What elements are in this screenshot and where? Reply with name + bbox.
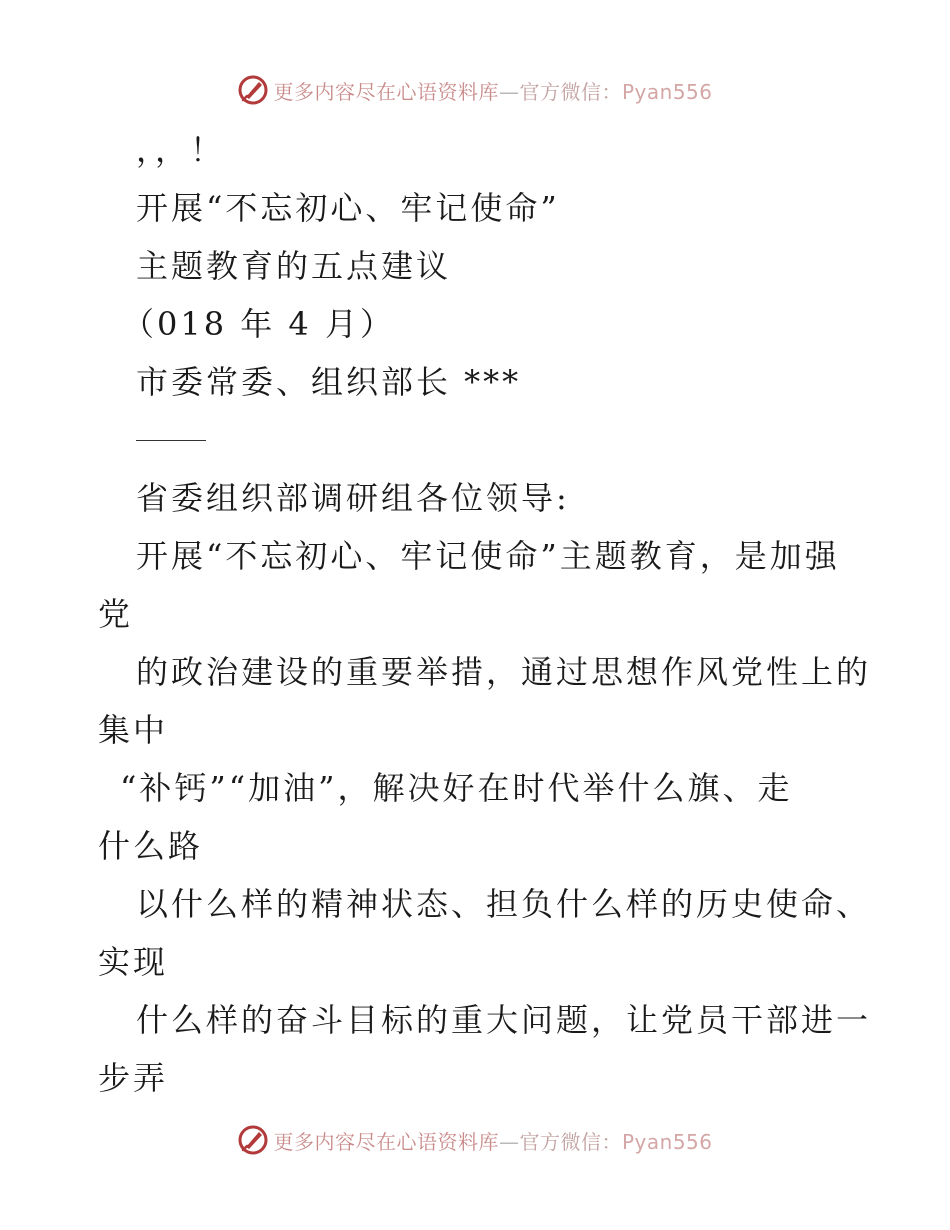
watermark-brand: 更多内容尽在心语资料库 (273, 79, 499, 104)
watermark-wechat-id: Pyan556 (621, 79, 713, 104)
doc-title-line-2: 主题教育的五点建议 (136, 247, 452, 285)
doc-date: （018 年 4 月） (122, 305, 395, 343)
doc-paragraph-line: 实现 (98, 943, 169, 981)
doc-author: 市委常委、组织部长 *** (136, 363, 522, 401)
doc-paragraph-line: 的政治建设的重要举措，通过思想作风党性上的 (136, 653, 872, 691)
doc-paragraph-line: 什么路 (98, 827, 204, 865)
doc-paragraph-line: 开展“不忘初心、牢记使命”主题教育，是加强 (136, 537, 840, 575)
doc-salutation: 省委组织部调研组各位领导: (136, 479, 570, 517)
watermark-separator: — (498, 1129, 520, 1154)
watermark-wechat-label: 官方微信： (519, 1129, 622, 1154)
doc-paragraph-line: 什么样的奋斗目标的重大问题，让党员干部进一 (136, 1001, 872, 1039)
quill-logo-icon (237, 74, 269, 106)
doc-paragraph-line: 集中 (98, 711, 169, 749)
divider-dash (136, 440, 206, 441)
watermark-separator: — (498, 79, 520, 104)
doc-paragraph-line: “补钙”“加油”，解决好在时代举什么旗、走 (120, 769, 793, 807)
watermark-brand: 更多内容尽在心语资料库 (273, 1129, 499, 1154)
doc-paragraph-line: 党 (98, 595, 134, 633)
watermark-text (273, 76, 712, 105)
doc-paragraph-line: 以什么样的精神状态、担负什么样的历史使命、 (136, 885, 872, 923)
watermark-wechat-label: 官方微信： (519, 79, 622, 104)
quill-logo-icon (237, 1124, 269, 1156)
header-watermark (0, 70, 950, 110)
doc-paragraph-line: 步弄 (98, 1059, 169, 1097)
footer-watermark (0, 1120, 950, 1160)
watermark-wechat-id: Pyan556 (621, 1129, 713, 1154)
doc-line-punctuation: ，，！ (136, 131, 226, 169)
doc-title-line-1: 开展“不忘初心、牢记使命” (136, 189, 560, 227)
watermark-text (273, 1126, 712, 1155)
